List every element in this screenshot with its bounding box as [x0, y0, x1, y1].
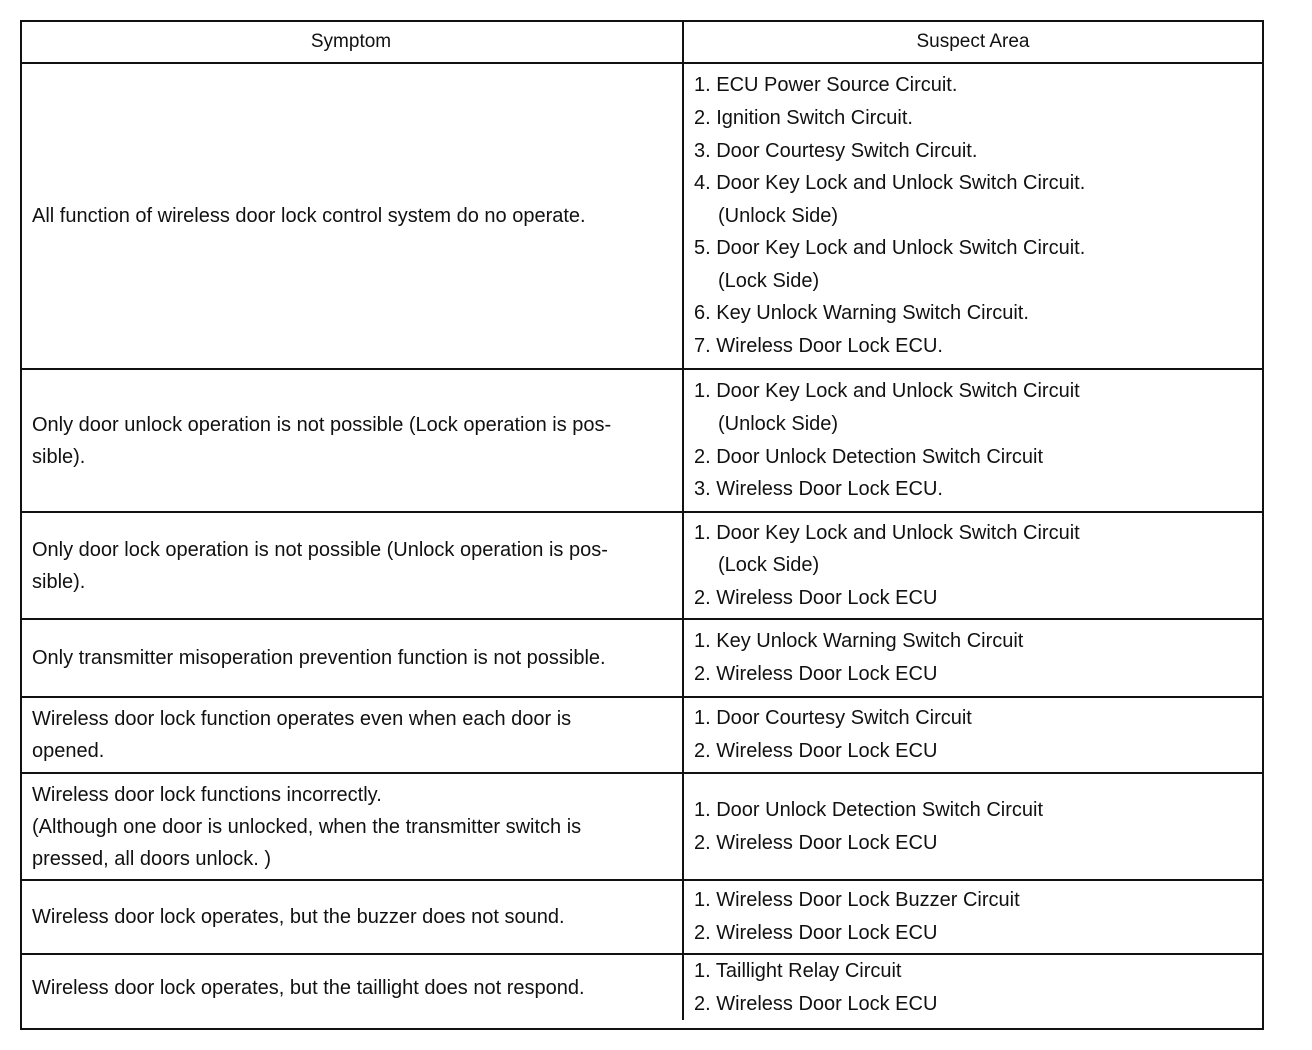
symptom-cell [22, 64, 684, 368]
suspect-line: 2. Ignition Switch Circuit. [694, 106, 913, 129]
symptom-cell [22, 513, 684, 618]
suspect-line: 2. Wireless Door Lock ECU [694, 831, 938, 854]
symptom-text: Only door lock operation is not possible (Unlock operation is pos- sible). [32, 538, 608, 593]
suspect-line: 2. Wireless Door Lock ECU [694, 663, 938, 685]
suspect-line: 1. Door Courtesy Switch Circuit [694, 707, 972, 730]
table-row [22, 370, 1262, 513]
table-row [22, 513, 1262, 620]
suspect-cell [684, 698, 1262, 772]
suspect-cell [684, 370, 1262, 511]
symptom-text: All function of wireless door lock control system do no operate. [32, 205, 586, 227]
suspect-line: (Lock Side) [718, 269, 820, 292]
suspect-line: 1. Door Unlock Detection Switch Circuit [694, 798, 1044, 821]
suspect-line: 1. Door Key Lock and Unlock Switch Circuit [694, 521, 1080, 544]
suspect-line: (Lock Side) [718, 554, 820, 577]
symptom-cell [22, 881, 684, 953]
suspect-line: 1. Wireless Door Lock Buzzer Circuit [694, 889, 1020, 912]
suspect-line: 3. Door Courtesy Switch Circuit. [694, 139, 978, 162]
table-header-row [22, 22, 1262, 64]
suspect-line: 6. Key Unlock Warning Switch Circuit. [694, 302, 1029, 325]
symptom-text: Only transmitter misoperation prevention function is not possible. [32, 647, 606, 669]
table-row [22, 698, 1262, 774]
symptom-text: Wireless door lock function operates even when each door is opened. [32, 708, 572, 762]
table-row [22, 774, 1262, 881]
symptom-cell [22, 698, 684, 772]
header-symptom: Symptom [22, 22, 684, 62]
suspect-line: 2. Wireless Door Lock ECU [694, 740, 938, 762]
suspect-line: (Unlock Side) [718, 412, 839, 435]
symptom-text: Only door unlock operation is not possible (Lock operation is pos- sible). [32, 413, 612, 468]
symptom-text: Wireless door lock operates, but the buzzer does not sound. [32, 906, 565, 928]
suspect-cell [684, 64, 1262, 368]
table-row [22, 881, 1262, 955]
suspect-line: 2. Wireless Door Lock ECU [694, 922, 938, 944]
table-row [22, 955, 1262, 1020]
table-row [22, 64, 1262, 370]
suspect-line: 7. Wireless Door Lock ECU. [694, 335, 943, 358]
symptom-text: Wireless door lock operates, but the taillight does not respond. [32, 976, 585, 999]
symptom-cell [22, 370, 684, 511]
suspect-line: 3. Wireless Door Lock ECU. [694, 478, 943, 501]
symptom-text: Wireless door lock functions incorrectly. (Although one door is unlocked, when the transmitter switch is pressed, all doors unlock. ) [32, 783, 582, 870]
suspect-cell [684, 774, 1262, 879]
suspect-line: 2. Wireless Door Lock ECU [694, 992, 938, 1015]
suspect-cell [684, 620, 1262, 696]
suspect-line: 5. Door Key Lock and Unlock Switch Circuit. [694, 237, 1086, 260]
suspect-cell [684, 955, 1262, 1020]
suspect-line: 1. Door Key Lock and Unlock Switch Circuit [694, 380, 1080, 403]
suspect-line: 2. Wireless Door Lock ECU [694, 586, 938, 609]
suspect-line: 4. Door Key Lock and Unlock Switch Circuit. [694, 172, 1086, 195]
suspect-line: 1. Taillight Relay Circuit [694, 960, 902, 982]
table-row [22, 620, 1262, 698]
suspect-line: 1. Key Unlock Warning Switch Circuit [694, 630, 1024, 653]
symptom-cell [22, 620, 684, 696]
header-suspect-area: Suspect Area [916, 31, 1030, 52]
troubleshooting-table [20, 20, 1264, 1030]
symptom-cell [22, 955, 684, 1020]
symptom-cell [22, 774, 684, 879]
suspect-line: (Unlock Side) [718, 204, 839, 227]
suspect-cell [684, 881, 1262, 953]
suspect-line: 2. Door Unlock Detection Switch Circuit [694, 445, 1044, 468]
suspect-cell [684, 513, 1262, 618]
suspect-line: 1. ECU Power Source Circuit. [694, 74, 958, 97]
